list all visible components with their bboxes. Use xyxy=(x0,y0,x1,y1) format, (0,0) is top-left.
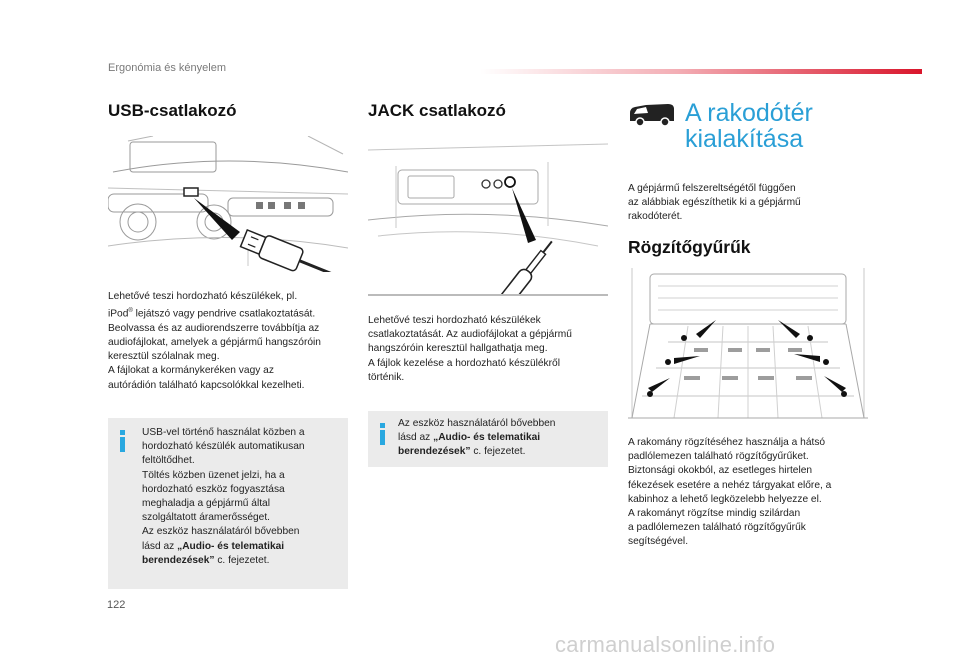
text-line: lásd az „Audio- és telematikai xyxy=(142,540,285,552)
text-line: berendezések” c. fejezetet. xyxy=(398,446,526,458)
text-line: hordozható készülék automatikusan xyxy=(142,441,305,453)
text-line: Biztonsági okokból, az esetleges hirtelen xyxy=(628,465,813,477)
text-line: berendezések” c. fejezetet. xyxy=(142,554,270,566)
jack-info-box xyxy=(368,411,608,467)
usb-description xyxy=(108,290,353,393)
van-icon xyxy=(628,103,676,127)
cargo-title-line2: kialakítása xyxy=(685,125,804,153)
rings-title: Rögzítőgyűrűk xyxy=(628,237,751,257)
text-line: hordozható eszköz fogyasztása xyxy=(142,483,285,495)
text-line: segítségével. xyxy=(628,536,689,548)
usb-title: USB-csatlakozó xyxy=(108,101,237,120)
jack-title: JACK csatlakozó xyxy=(368,101,506,120)
text-line: Lehetővé teszi hordozható készülékek, pl. xyxy=(108,291,298,302)
text-line: Az eszköz használatáról bővebben xyxy=(398,418,556,429)
text-line: történik. xyxy=(368,371,405,383)
cargo-floor-illustration xyxy=(628,268,868,426)
jack-illustration xyxy=(368,136,608,296)
text-line: rakodóterét. xyxy=(628,211,683,223)
text-line: hangszóróin keresztül hallgathatja meg. xyxy=(368,343,548,355)
cargo-title-line1: A rakodótér xyxy=(685,99,813,127)
page-number: 122 xyxy=(107,599,126,611)
text-line: A fájlokat a kormánykeréken vagy az xyxy=(108,365,274,377)
text-line: A rakományt rögzítse mindig szilárdan xyxy=(628,508,801,520)
text-line: iPod® lejátszó vagy pendrive csatlakoztatását. xyxy=(108,308,316,320)
text-line: A gépjármű felszereltségétől függően xyxy=(628,183,796,194)
text-line: az alábbiak egészíthetik ki a gépjármű xyxy=(628,197,801,209)
text-line: Az eszköz használatáról bővebben xyxy=(142,526,300,538)
text-line: meghaladja a gépjármű által xyxy=(142,498,270,510)
text-line: autórádión található kapcsolókkal kezelheti. xyxy=(108,379,305,391)
text-line: kabinhoz a lehető legközelebb helyezze el. xyxy=(628,493,822,505)
info-icon xyxy=(378,423,388,445)
header-accent-bar xyxy=(480,69,922,74)
text-line: feltöltődhet. xyxy=(142,455,195,467)
text-line: keresztül szólalnak meg. xyxy=(108,351,220,363)
text-line: Beolvassa és az audiorendszerre továbbítja az xyxy=(108,322,320,334)
jack-info-text xyxy=(398,417,603,460)
section-header: Ergonómia és kényelem xyxy=(108,62,227,74)
text-line: csatlakoztatását. Az audiofájlokat a gépjármű xyxy=(368,329,572,341)
usb-info-text xyxy=(142,426,342,568)
usb-info-box xyxy=(108,418,348,589)
text-line: Töltés közben üzenet jelzi, ha a xyxy=(142,469,285,481)
text-line: A rakomány rögzítéséhez használja a hátsó xyxy=(628,437,826,448)
usb-illustration xyxy=(108,136,348,272)
info-icon xyxy=(118,430,128,452)
text-line: padlólemezen található rögzítőgyűrűket. xyxy=(628,451,809,463)
text-line: a padlólemezen található rögzítőgyűrűk xyxy=(628,522,806,534)
text-line: Lehetővé teszi hordozható készülékek xyxy=(368,315,541,326)
text-line: szolgáltatott áramerősséget. xyxy=(142,512,270,524)
text-line: fékezések esetére a nehéz tárgyakat előre, a xyxy=(628,479,832,491)
cargo-intro xyxy=(628,182,873,225)
text-line: lásd az „Audio- és telematikai xyxy=(398,432,541,444)
jack-description xyxy=(368,314,613,385)
text-line: USB-vel történő használat közben a xyxy=(142,427,305,438)
text-line: audiofájlokat, amelyek a gépjármű hangszóróin xyxy=(108,337,321,348)
text-line: A fájlok kezelése a hordozható készülékről xyxy=(368,357,560,369)
watermark: carmanualsonline.info xyxy=(555,632,776,657)
rings-description xyxy=(628,436,876,550)
